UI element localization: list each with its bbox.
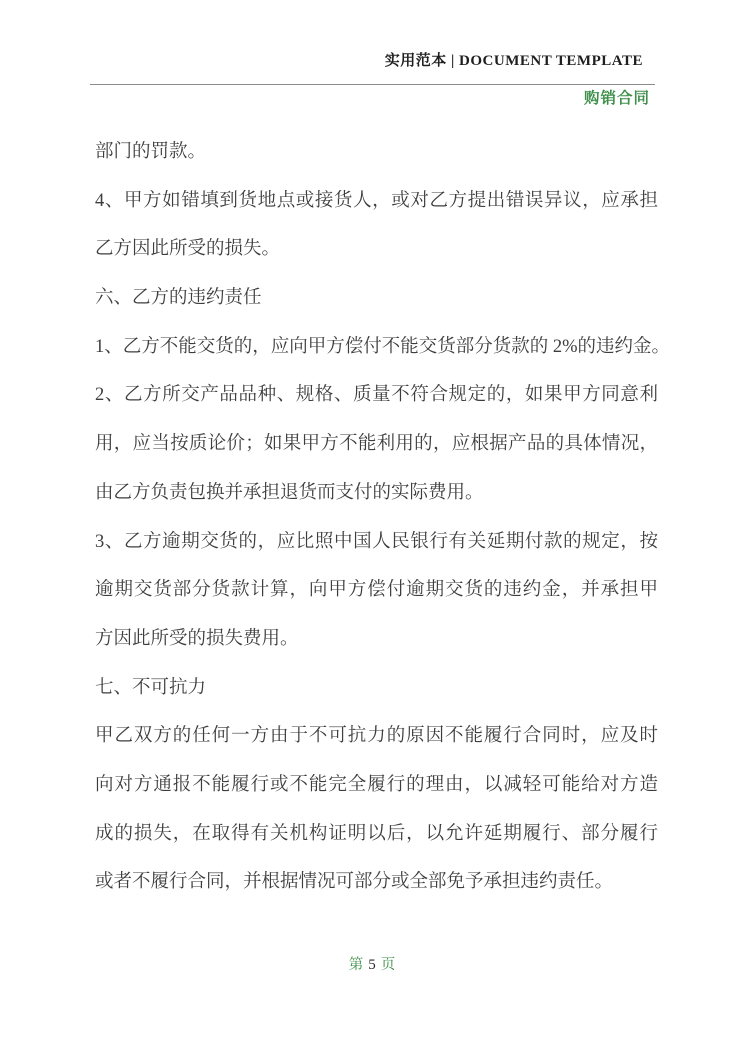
body-line: 4、甲方如错填到货地点或接货人，或对乙方提出错误异议，应承担 [95, 190, 658, 211]
body-line: 六、乙方的违约责任 [95, 288, 262, 309]
header-divider [90, 84, 655, 85]
body-line: 乙方因此所受的损失。 [95, 239, 281, 260]
body-line: 1、乙方不能交货的，应向甲方偿付不能交货部分货款的 2%的违约金。 [95, 336, 671, 357]
body-line: 七、不可抗力 [95, 677, 207, 698]
body-line: 2、乙方所交产品品种、规格、质量不符合规定的，如果甲方同意利 [95, 385, 658, 406]
document-title: 购销合同 [583, 90, 650, 107]
body-line: 成的损失，在取得有关机构证明以后，以允许延期履行、部分履行 [95, 823, 658, 844]
body-line: 部门的罚款。 [95, 142, 207, 162]
body-line: 由乙方负责包换并承担退货而支付的实际费用。 [95, 482, 484, 503]
body-line: 方因此所受的损失费用。 [95, 628, 299, 649]
document-body [95, 128, 671, 907]
body-line: 或者不履行合同，并根据情况可部分或全部免予承担违约责任。 [95, 872, 614, 893]
body-line: 向对方通报不能履行或不能完全履行的理由，以减轻可能给对方造 [95, 774, 658, 795]
page-number: 5 [368, 957, 376, 973]
header-brand-text: 实用范本 | DOCUMENT TEMPLATE [384, 53, 643, 69]
body-line: 逾期交货部分货款计算，向甲方偿付逾期交货的违约金，并承担甲 [95, 580, 658, 601]
body-line: 3、乙方逾期交货的，应比照中国人民银行有关延期付款的规定，按 [95, 531, 658, 552]
footer-label-suffix: 页 [380, 957, 396, 973]
body-line: 用，应当按质论价；如果甲方不能利用的，应根据产品的具体情况， [95, 434, 658, 455]
page-footer [0, 954, 744, 976]
body-line: 甲乙双方的任何一方由于不可抗力的原因不能履行合同时，应及时 [95, 726, 658, 747]
footer-label-prefix: 第 [348, 957, 364, 973]
